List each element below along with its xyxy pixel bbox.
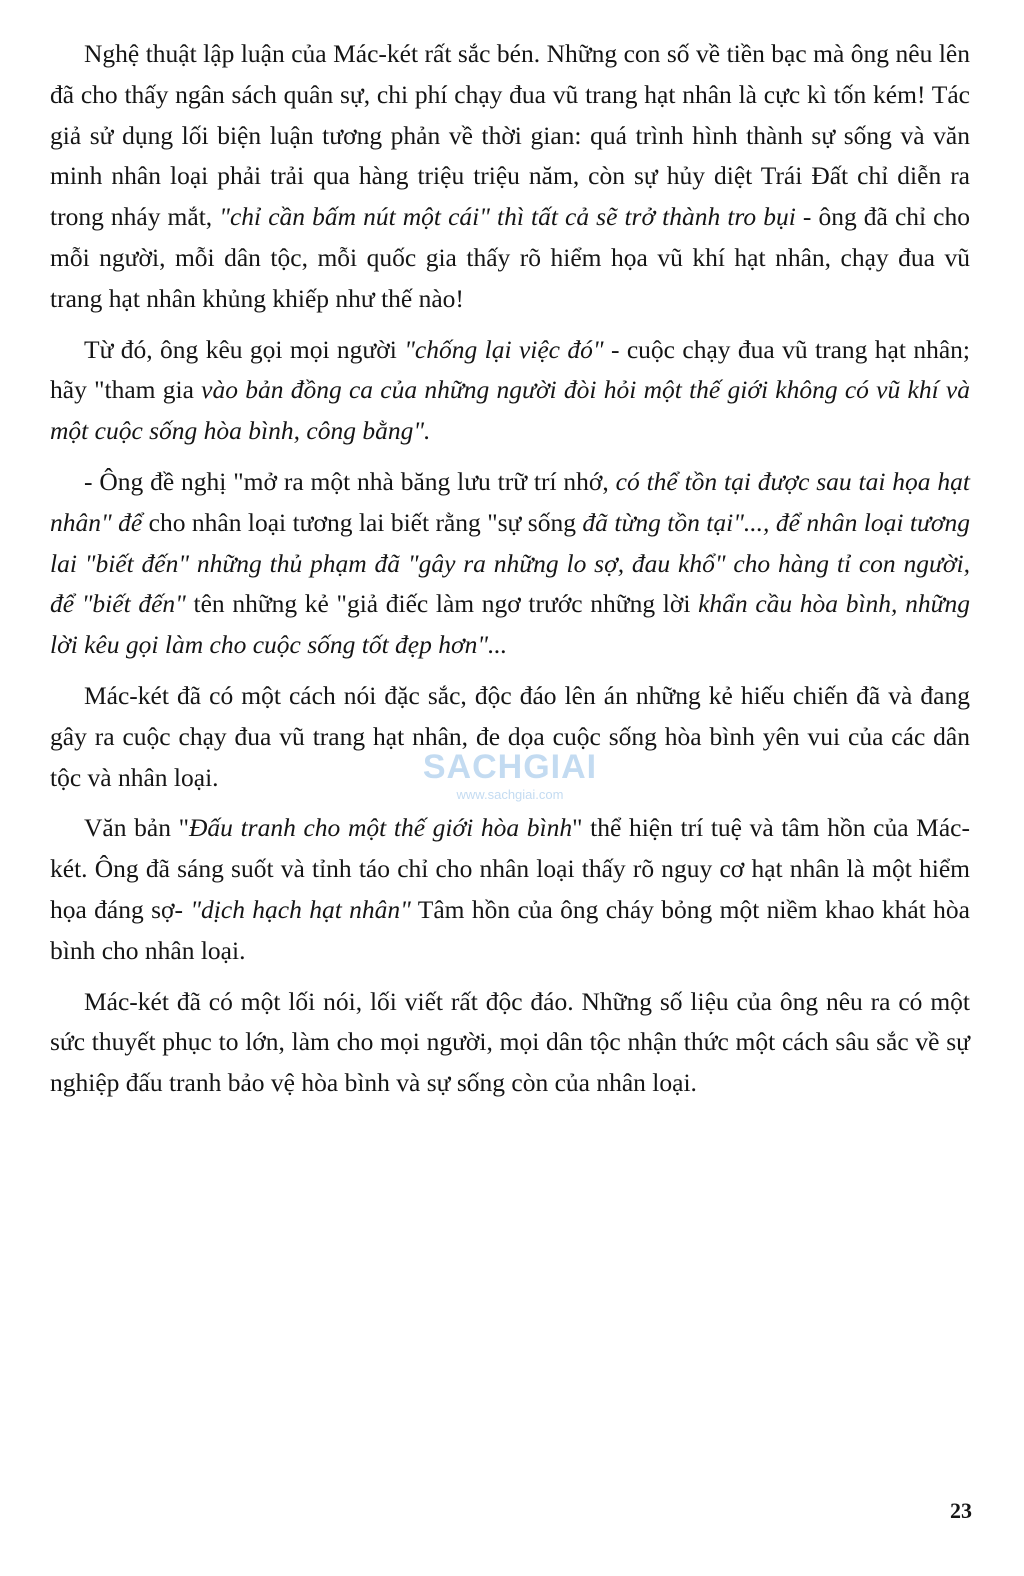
- text-run: cho nhân loại tương lai biết rằng "sự sống: [142, 507, 583, 537]
- italic-run: vào bản đồng ca của những người đòi hỏi một thế giới không có vũ khí và một cuộc sống hòa bình, công bằng".: [50, 375, 970, 446]
- text-run: Mác-két đã có một lối nói, lối viết rất độc đáo. Những số liệu của ông nêu ra có một sức thuyết phục to lớn, làm cho mọi người, mọi dân tộc nhận thức một cách sâu sắc về sự nghiệp đấu tranh bảo vệ hòa bình và sự sống còn của nhân loại.: [50, 986, 970, 1098]
- text-run: tên những kẻ "giả điếc làm ngơ trước những lời: [185, 589, 699, 619]
- italic-run: "dịch hạch hạt nhân": [190, 894, 411, 924]
- text-run: Văn bản ": [84, 813, 190, 843]
- text-run: " thể hiện trí tuệ và tâm hồn của Mác-két. Ông đã sáng suốt và tỉnh táo chỉ cho nhân loại thấy rõ nguy cơ hạt nhân là một hiểm họa đáng sợ-: [50, 813, 970, 924]
- watermark-url: www.sachgiai.com: [456, 787, 564, 802]
- paragraph-3: [50, 462, 970, 666]
- paragraph-4: [50, 676, 970, 798]
- text-run: - ông đã chỉ cho mỗi người, mỗi dân tộc, mỗi quốc gia thấy rõ hiểm họa vũ khí hạt nhân, chạy đua vũ trang hạt nhân khủng khiếp như thế nào!: [50, 202, 970, 313]
- text-run: Từ đó, ông kêu gọi mọi người: [84, 334, 405, 364]
- page-number: 23: [950, 1498, 972, 1523]
- text-run: Mác-két đã có một cách nói đặc sắc, độc đáo lên án những kẻ hiếu chiến đã và đang gây ra cuộc chạy đua vũ trang hạt nhân, đe dọa cuộc sống hòa bình yên vui của các dân tộc và nhân loại.: [50, 680, 970, 792]
- italic-run: "chỉ cần bấm nút một cái" thì tất cả sẽ trở thành tro bụi: [219, 202, 796, 232]
- text-run: - cuộc chạy đua vũ trang hạt nhân; hãy "tham gia: [50, 334, 970, 405]
- paragraph-2: [50, 330, 970, 452]
- paragraph-6: [50, 982, 970, 1104]
- paragraph-1: [50, 34, 970, 320]
- italic-run: Đấu tranh cho một thế giới hòa bình: [189, 813, 573, 843]
- italic-run: "chống lại việc đó": [404, 334, 604, 364]
- italic-run: đã từng tồn tại"..., để nhân loại tương lai "biết đến" những thủ phạm đã "gây ra những lo sợ, đau khổ" cho hàng tỉ con người, để "biết đến": [50, 507, 970, 619]
- page-body: [50, 34, 970, 1114]
- text-run: Tâm hồn của ông cháy bỏng một niềm khao khát hòa bình cho nhân loại.: [50, 894, 970, 965]
- italic-run: khẩn cầu hòa bình, những lời kêu gọi làm cho cuộc sống tốt đẹp hơn"...: [50, 589, 970, 660]
- italic-run: có thể tồn tại được sau tai họa hạt nhân" để: [50, 466, 970, 537]
- paragraph-5: [50, 808, 970, 971]
- text-run: Nghệ thuật lập luận của Mác-két rất sắc bén. Những con số về tiền bạc mà ông nêu lên đã cho thấy ngân sách quân sự, chi phí chạy đua vũ trang hạt nhân là cực kì tốn kém! Tác giả sử dụng lối biện luận tương phản về thời gian: quá trình hình thành sự sống và văn minh nhân loại phải trải qua hàng triệu triệu năm, còn sự hủy diệt Trái Đất chỉ diễn ra trong nháy mắt,: [50, 39, 970, 232]
- text-run: - Ông đề nghị "mở ra một nhà băng lưu trữ trí nhớ,: [84, 466, 616, 496]
- watermark-logo: SACHGIAI: [422, 748, 598, 786]
